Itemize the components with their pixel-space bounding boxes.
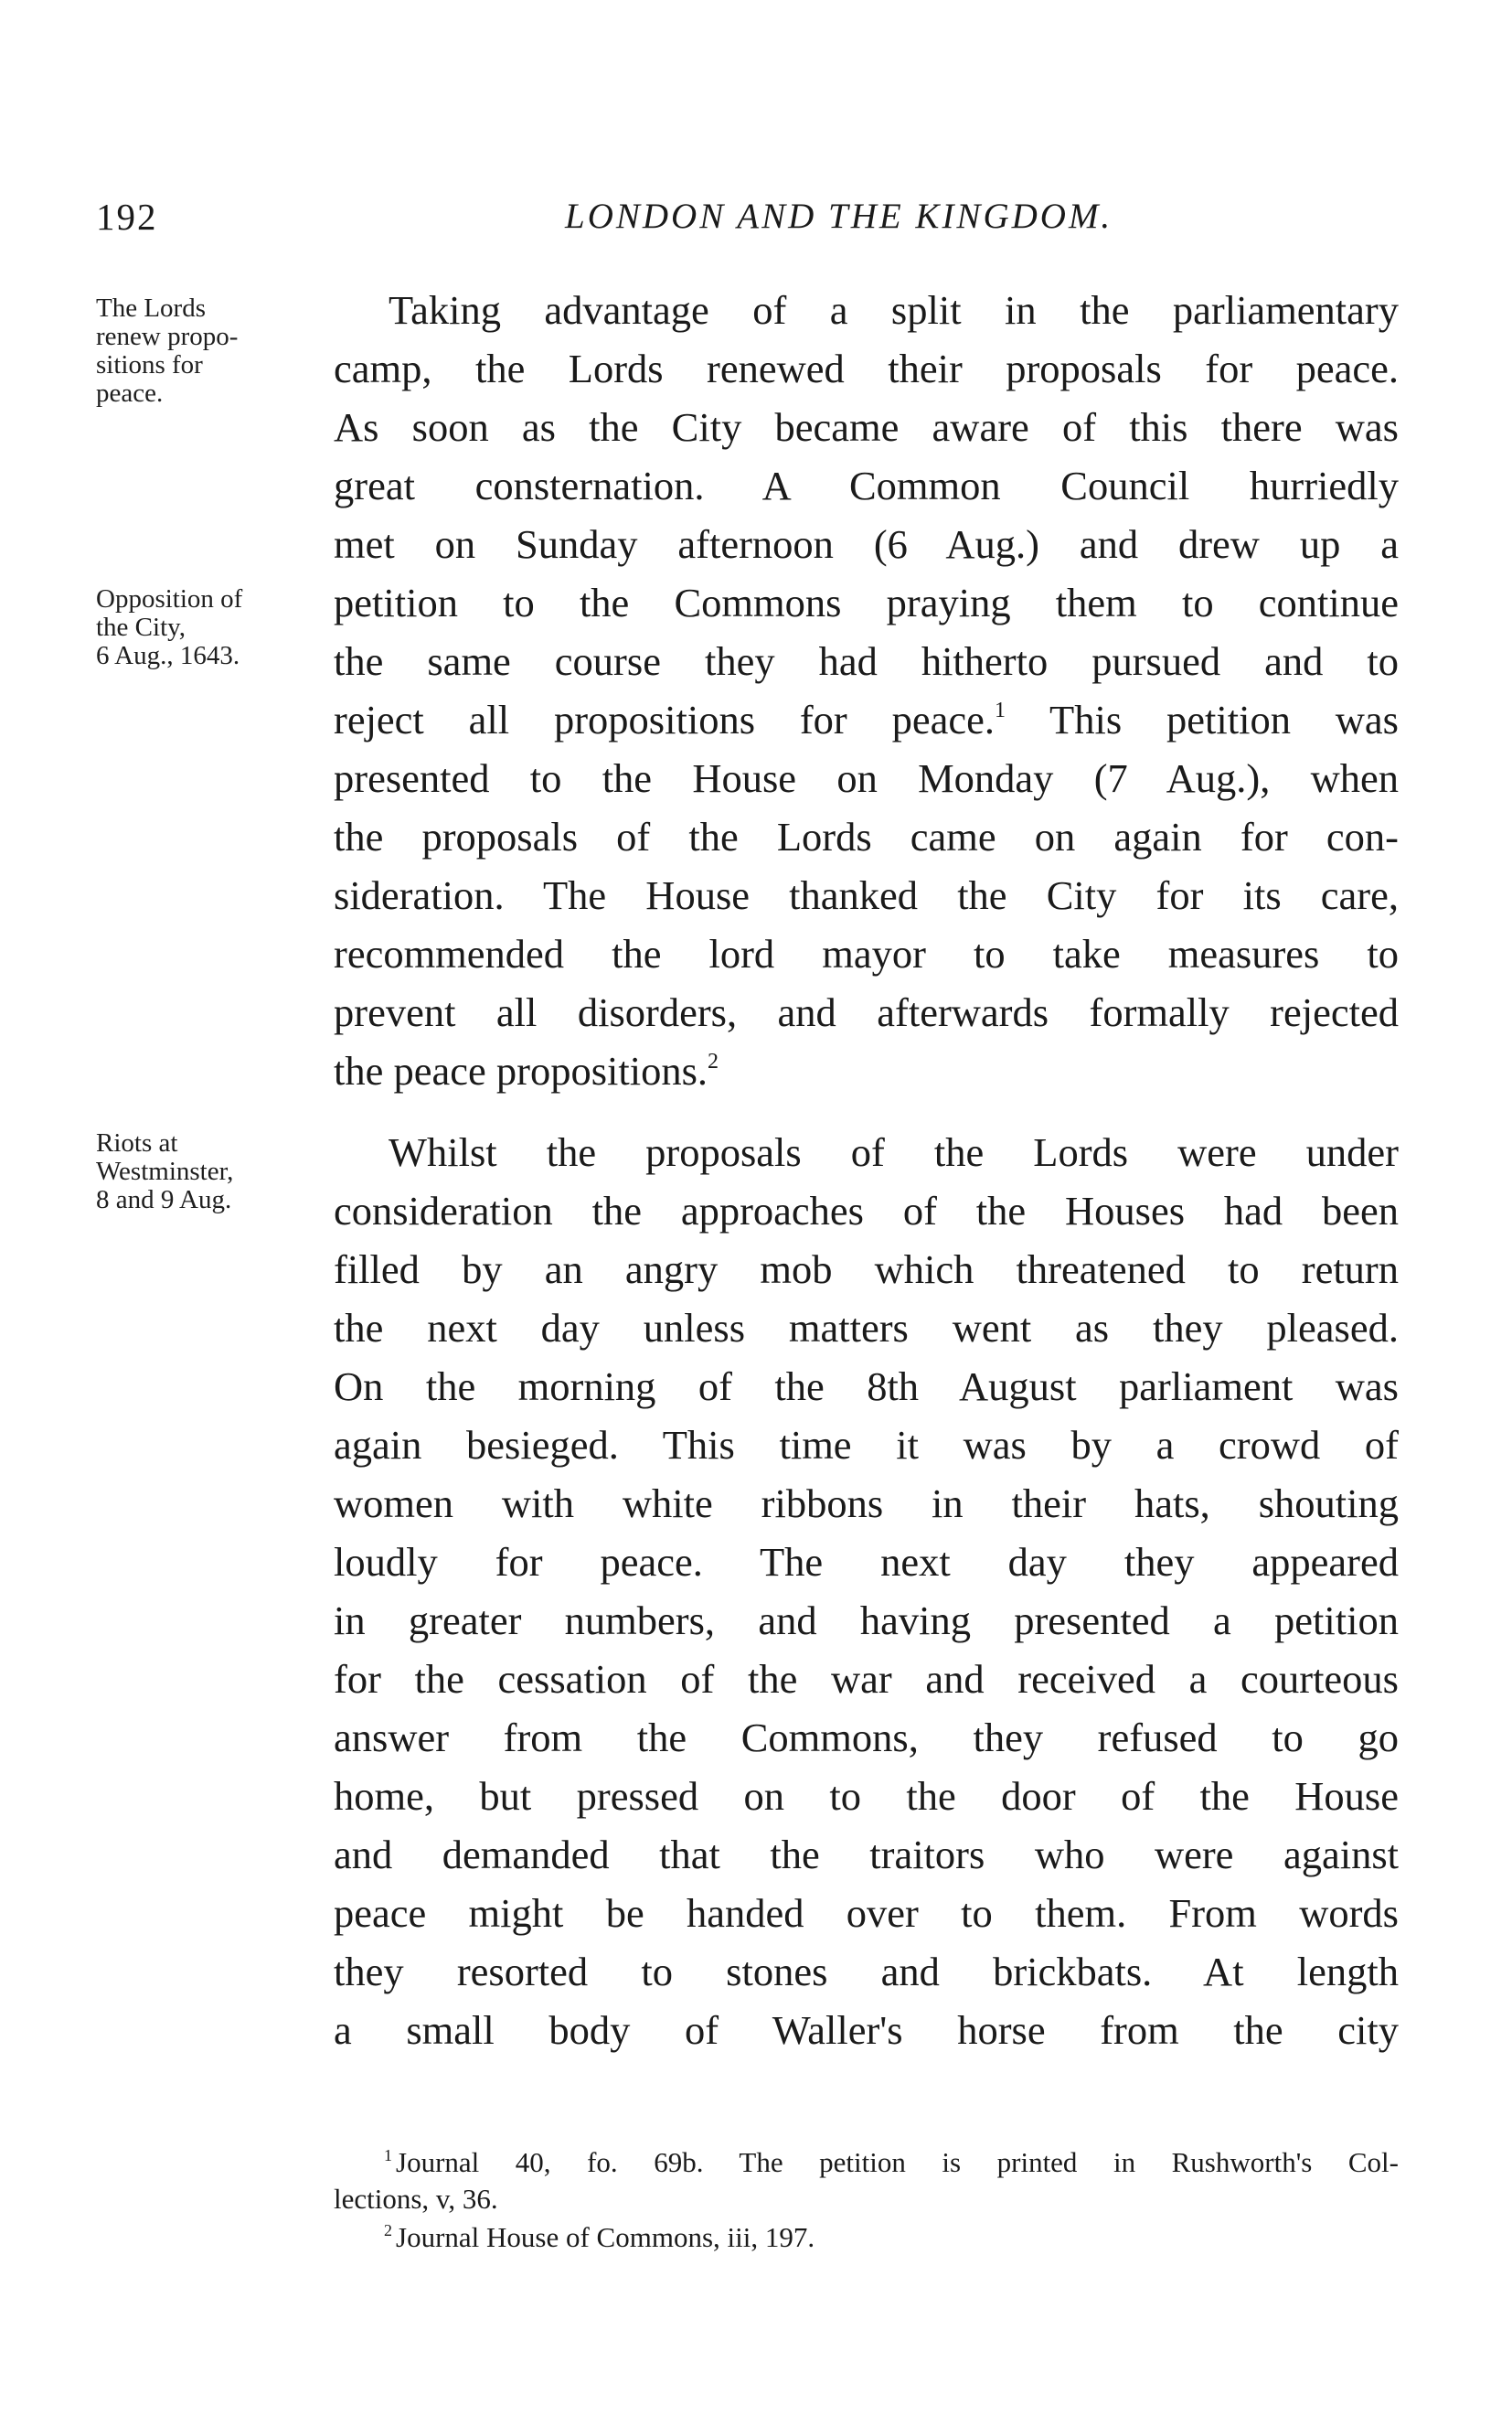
text-line: the proposals of the Lords came on again for con- <box>334 814 1399 860</box>
text-segment: the peace propositions. <box>334 1048 708 1094</box>
sidenote-opposition-of-city <box>96 585 315 670</box>
running-title: LONDON AND THE KINGDOM. <box>565 197 1113 236</box>
text-line: again besieged. This time it was by a crowd of <box>334 1422 1399 1468</box>
sidenote-line: the City, <box>96 613 186 642</box>
body-paragraph-1 <box>334 281 1399 1100</box>
text-line: great consternation. A Common Council hurriedly <box>334 463 1399 508</box>
sidenote-riots-at-westminster <box>96 1129 315 1214</box>
footnote-ref-1: 1 <box>994 699 1006 722</box>
sidenote-line: sitions for <box>96 350 203 379</box>
sidenote-line: Riots at <box>96 1128 178 1158</box>
text-line: filled by an angry mob which threatened to return <box>334 1246 1399 1292</box>
footnote-ref-2: 2 <box>708 1050 719 1074</box>
text-line: women with white ribbons in their hats, shouting <box>334 1480 1399 1526</box>
sidenote-line: peace. <box>96 379 164 408</box>
text-line-with-footnote-ref <box>334 690 1399 749</box>
text-line: recommended the lord mayor to take measures to <box>334 931 1399 977</box>
text-segment: reject all propositions for peace. <box>334 697 995 743</box>
text-line: Taking advantage of a split in the parliamentary <box>389 287 1399 333</box>
running-head <box>0 187 1512 242</box>
text-line: peace might be handed over to them. From words <box>334 1890 1399 1936</box>
text-line: Whilst the proposals of the Lords were under <box>389 1129 1399 1175</box>
text-line: they resorted to stones and brickbats. At length <box>334 1949 1399 1994</box>
text-line: in greater numbers, and having presented a petition <box>334 1598 1399 1643</box>
sidenote-line: 8 and 9 Aug. <box>96 1185 232 1214</box>
sidenote-line: 6 Aug., 1643. <box>96 641 240 670</box>
footnote-marker: 2 <box>384 2221 392 2239</box>
text-line: for the cessation of the war and received a courteous <box>334 1656 1399 1702</box>
page-number: 192 <box>96 196 158 238</box>
footnote-2 <box>334 2219 1399 2256</box>
text-line: and demanded that the traitors who were against <box>334 1832 1399 1877</box>
text-line: presented to the House on Monday (7 Aug.), when <box>334 755 1399 801</box>
body-paragraph-2 <box>334 1123 1399 2059</box>
text-line-with-footnote-ref <box>334 1042 1399 1100</box>
text-line: home, but pressed on to the door of the House <box>334 1773 1399 1819</box>
footnote-text: Journal 40, fo. 69b. The petition is printed in Rushworth's Col- <box>396 2146 1399 2178</box>
text-line: sideration. The House thanked the City for its care, <box>334 872 1399 918</box>
sidenote-line: The Lords <box>96 294 206 323</box>
footnote-line <box>334 2144 1399 2181</box>
text-line: the same course they had hitherto pursued and to <box>334 638 1399 684</box>
text-line: consideration the approaches of the Houses had been <box>334 1188 1399 1234</box>
footnotes <box>334 2144 1399 2256</box>
text-line: a small body of Waller's horse from the city <box>334 2007 1399 2053</box>
sidenote-line: renew propo- <box>96 322 239 351</box>
text-line: camp, the Lords renewed their proposals for peace. <box>334 346 1399 391</box>
footnote-line <box>334 2219 1399 2256</box>
text-line: loudly for peace. The next day they appeared <box>334 1539 1399 1585</box>
text-line: met on Sunday afternoon (6 Aug.) and drew up a <box>334 521 1399 567</box>
footnote-line: lections, v, 36. <box>334 2183 498 2215</box>
footnote-1 <box>334 2144 1399 2217</box>
footnote-text: Journal House of Commons, iii, 197. <box>396 2221 815 2253</box>
text-line: As soon as the City became aware of this there was <box>334 404 1399 450</box>
text-line: On the morning of the 8th August parliament was <box>334 1363 1399 1409</box>
sidenote-line: Opposition of <box>96 584 243 614</box>
text-segment: This petition was <box>1049 697 1399 743</box>
sidenote-line: Westminster, <box>96 1157 234 1186</box>
text-line: petition to the Commons praying them to continue <box>334 580 1399 625</box>
text-line: the next day unless matters went as they pleased. <box>334 1305 1399 1351</box>
sidenote-lords-renew-propositions <box>96 294 315 408</box>
text-line: prevent all disorders, and afterwards formally rejected <box>334 989 1399 1035</box>
text-line: answer from the Commons, they refused to go <box>334 1715 1399 1760</box>
footnote-marker: 1 <box>384 2146 392 2164</box>
